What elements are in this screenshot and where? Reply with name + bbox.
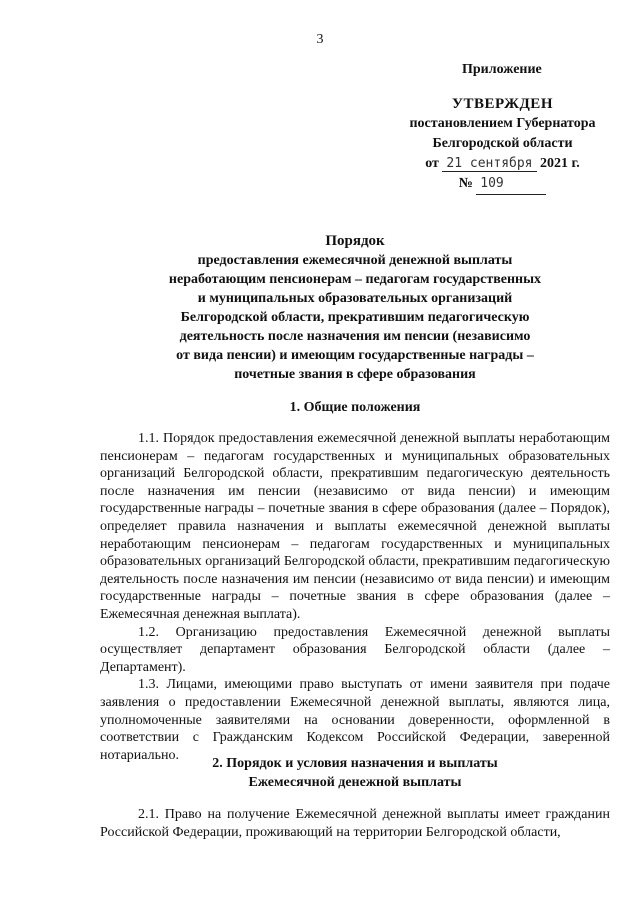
paragraph-2-1: 2.1. Право на получение Ежемесячной денежной выплаты имеет гражданин Российской Федерации, проживающий на территории Белгородской области, bbox=[100, 807, 610, 840]
appendix-label: Приложение bbox=[462, 62, 542, 77]
number-prefix: № bbox=[458, 176, 473, 191]
date-handwritten: 21 сентября bbox=[442, 156, 536, 172]
paragraph-1-3: 1.3. Лицами, имеющими право выступать от имени заявителя при подаче заявления о предоставлении Ежемесячной денежной выплаты, являются лица, уполномоченные заявителями на основании доверенности, оформленной в соответствии с Гражданским Кодексом Российской Федерации, заверенной нотариально. bbox=[100, 677, 610, 763]
section-2-heading-line-2: Ежемесячной денежной выплаты bbox=[248, 775, 462, 790]
approval-line-1: постановлением Губернатора bbox=[409, 116, 596, 131]
title-line: почетные звания в сфере образования bbox=[234, 367, 476, 382]
number-handwritten: 109 bbox=[476, 174, 546, 195]
title-line: деятельность после назначения им пенсии (независимо bbox=[179, 329, 531, 344]
section-1-heading: 1. Общие положения bbox=[289, 400, 421, 415]
title-line: Белгородской области, прекратившим педагогическую bbox=[180, 310, 530, 325]
section-1-body bbox=[100, 430, 610, 764]
approval-line-2: Белгородской области bbox=[432, 136, 573, 151]
document-title bbox=[100, 232, 610, 384]
title-line: предоставления ежемесячной денежной выплаты bbox=[197, 253, 513, 268]
approval-number bbox=[400, 174, 605, 195]
approval-block bbox=[400, 94, 605, 195]
approval-title: УТВЕРЖДЕН bbox=[452, 96, 553, 112]
approval-date bbox=[400, 154, 605, 174]
section-2-heading bbox=[100, 754, 610, 792]
paragraph-1-2: 1.2. Организацию предоставления Ежемесячной денежной выплаты осуществляет департамент образования Белгородской области (далее – Департамент). bbox=[100, 624, 610, 675]
section-2-heading-line-1: 2. Порядок и условия назначения и выплаты bbox=[212, 756, 498, 771]
section-2-body bbox=[100, 806, 610, 841]
title-line-main: Порядок bbox=[325, 233, 385, 249]
title-line: неработающим пенсионерам – педагогам государственных bbox=[168, 272, 542, 287]
date-prefix: от bbox=[425, 156, 439, 171]
title-line: от вида пенсии) и имеющим государственные награды – bbox=[176, 348, 534, 363]
page-number: 3 bbox=[316, 32, 324, 47]
paragraph-1-1: 1.1. Порядок предоставления ежемесячной денежной выплаты неработающим пенсионерам – педагогам государственных и муниципальных образовательных организаций Белгородской области, прекратившим педагогическую деятельность после назначения им пенсии (независимо от вида пенсии) и имеющим государственные награды – почетные звания в сфере образования (далее – Порядок), определяет правила назначения и выплаты ежемесячной денежной выплаты неработающим пенсионерам – педагогам государственных и муниципальных образовательных организаций Белгородской области, прекратившим педагогическую деятельность после назначения им пенсии (независимо от вида пенсии) и имеющим государственные награды – почетные звания в сфере образования (далее – Ежемесячная денежная выплата). bbox=[100, 431, 610, 622]
date-suffix: 2021 г. bbox=[540, 156, 580, 171]
title-line: и муниципальных образовательных организаций bbox=[197, 291, 513, 306]
